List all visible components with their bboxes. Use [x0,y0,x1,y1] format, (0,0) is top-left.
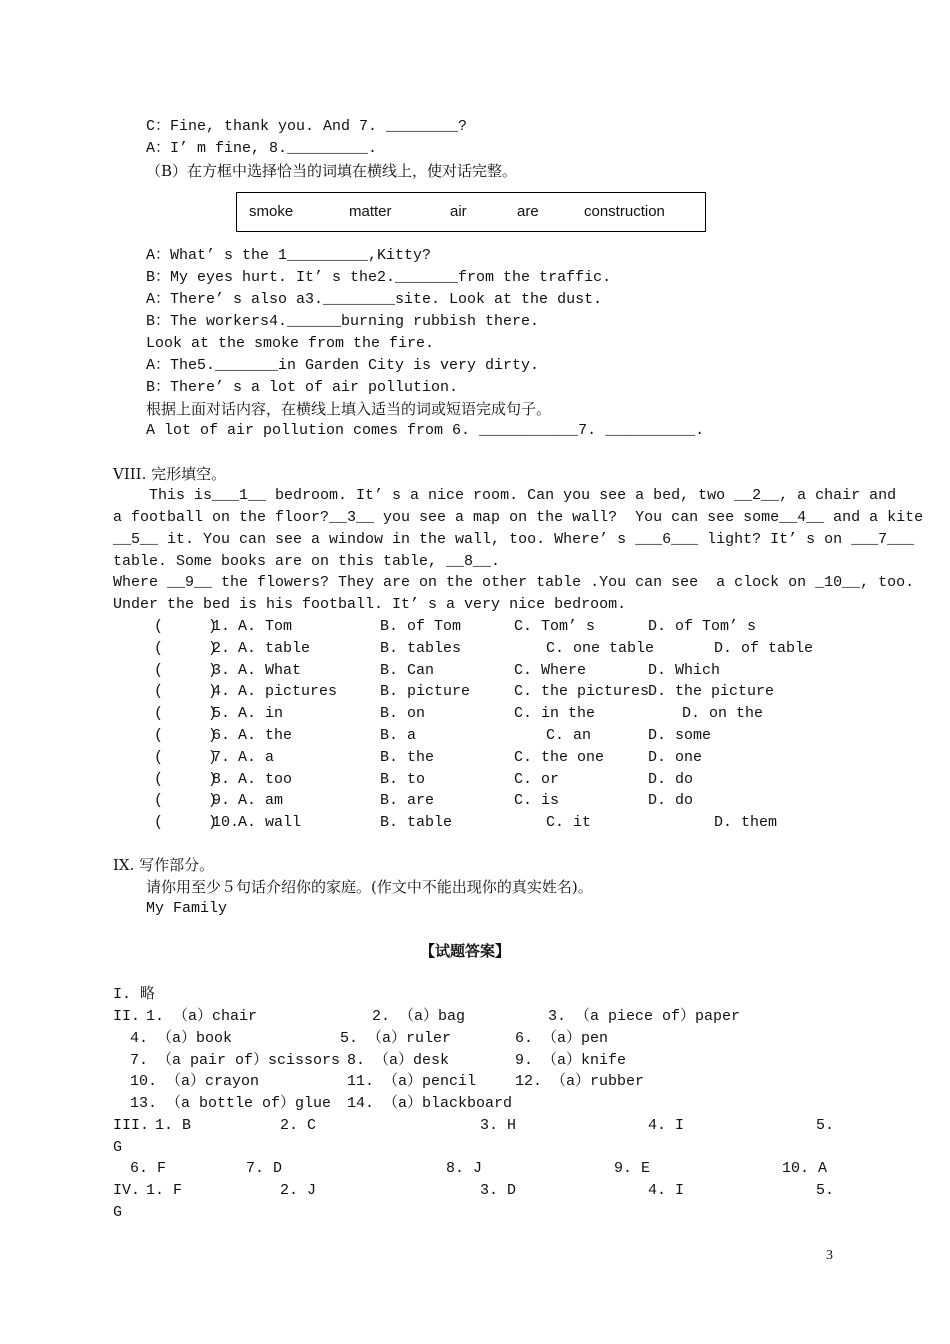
dialogue-line: B：There’ s a lot of air pollution. [146,379,459,396]
option-c: C. Tom’ s [514,618,596,635]
option-a: A. too [238,770,293,788]
answer-label: II. [113,1008,141,1025]
option-c: C. or [514,770,560,788]
answer-item: 3. H [480,1117,517,1134]
option-d: D. of Tom’ s [648,618,757,635]
answer-blank[interactable]: ( ) [154,683,218,701]
option-a: A. am [238,792,284,810]
answer-label: III. [113,1117,150,1134]
question-number: 4. [212,683,231,701]
option-a: A. What [238,661,302,679]
answer-item: 8. J [446,1160,483,1177]
option-a: A. wall [238,814,302,832]
option-d: D. Which [648,661,721,679]
answer-item: 2. （a）bag [372,1008,466,1025]
option-d: D. of table [714,639,814,657]
question-number: 1. [212,618,231,635]
answer-item: 4. （a）book [130,1030,233,1047]
writing-title: My Family [146,900,228,917]
option-c: C. the pictures [514,683,650,701]
question-number: 6. [212,727,231,744]
section-heading: VIII. 完形填空。 [113,465,227,483]
question-number: 10. [212,814,240,832]
answer-blank[interactable]: ( ) [154,661,218,679]
option-d: D. some [648,727,712,744]
option-a: A. a [238,748,275,766]
question-number: 5. [212,705,231,723]
answer-item: 1. （a）chair [146,1008,258,1025]
dialogue-line: B：My eyes hurt. It’ s the2._______from the traffic. [146,269,612,286]
answer-item: 6. F [130,1160,167,1177]
word-box-item: smoke [249,203,294,220]
answer-item: 5. [816,1182,835,1199]
option-a: A. the [238,727,293,744]
option-b: B. to [380,770,426,788]
option-a: A. Tom [238,618,293,635]
option-d: D. on the [682,705,764,723]
answer-blank[interactable]: ( ) [154,618,218,635]
option-d: D. do [648,792,694,810]
dialogue-line: A：I’ m fine, 8._________. [146,140,378,157]
answer-item: 3. （a piece of）paper [548,1008,741,1025]
word-box-item: air [450,203,467,220]
option-c: C. Where [514,661,587,679]
dialogue-line: A：There’ s also a3.________site. Look at the dust. [146,291,603,308]
word-box-item: are [517,203,539,220]
answers-heading: 【试题答案】 [420,942,511,960]
answer-blank[interactable]: ( ) [154,727,218,744]
answer-line: I. 略 [113,986,156,1003]
section-heading: IX. 写作部分。 [113,856,215,874]
answer-item: 8. （a）desk [347,1052,450,1069]
dialogue-line: C：Fine, thank you. And 7. ________? [146,118,468,135]
writing-instruction: 请你用至少５句话介绍你的家庭。(作文中不能出现你的真实姓名)。 [146,878,593,896]
answer-item: 7. D [246,1160,283,1177]
answer-item: G [113,1204,123,1221]
option-b: B. picture [380,683,471,701]
answer-item: 12. （a）rubber [515,1073,645,1090]
word-box-item: matter [349,203,392,220]
answer-item: 4. I [648,1182,685,1199]
answer-item: 11. （a）pencil [347,1073,477,1090]
option-b: B. a [380,727,417,744]
section-b-instruction: （B）在方框中选择恰当的词填在横线上，使对话完整。 [146,162,518,180]
answer-item: 3. D [480,1182,517,1199]
answer-item: 1. F [146,1182,183,1199]
passage-line: a football on the floor?__3__ you see a map on the wall? You can see some__4__ and a kite [113,509,924,526]
dialogue-line: A：The5._______in Garden City is very dirty. [146,357,540,374]
answer-item: G [113,1139,123,1156]
summary-instruction: 根据上面对话内容，在横线上填入适当的词或短语完成句子。 [146,400,552,418]
option-b: B. are [380,792,435,810]
answer-item: 13. （a bottle of）glue [130,1095,332,1112]
option-d: D. the picture [648,683,775,701]
question-number: 9. [212,792,231,810]
option-a: A. pictures [238,683,338,701]
question-number: 3. [212,661,231,679]
option-a: A. table [238,639,311,657]
answer-label: IV. [113,1182,141,1199]
option-c: C. the one [514,748,605,766]
answer-item: 9. （a）knife [515,1052,627,1069]
answer-item: 2. J [280,1182,317,1199]
passage-line: Under the bed is his football. It’ s a very nice bedroom. [113,596,627,613]
answer-item: 1. B [155,1117,192,1134]
answer-item: 4. I [648,1117,685,1134]
question-number: 8. [212,770,231,788]
answer-item: 10. （a）crayon [130,1073,260,1090]
answer-item: 9. E [614,1160,651,1177]
question-number: 7. [212,748,231,766]
option-c: C. an [546,727,592,744]
word-box-item: construction [584,203,665,220]
option-b: B. the [380,748,435,766]
option-b: B. on [380,705,426,723]
answer-item: 6. （a）pen [515,1030,609,1047]
page-number: 3 [826,1248,833,1263]
option-c: C. it [546,814,592,832]
answer-item: 5. （a）ruler [340,1030,452,1047]
summary-sentence: A lot of air pollution comes from 6. ___________7. __________. [146,422,705,439]
answer-item: 14. （a）blackboard [347,1095,513,1112]
option-b: B. Can [380,661,435,679]
option-a: A. in [238,705,284,723]
option-d: D. them [714,814,778,832]
option-d: D. do [648,770,694,788]
word-box [236,192,706,232]
answer-blank[interactable]: ( ) [154,705,218,723]
option-c: C. one table [546,639,655,657]
answer-item: 5. [816,1117,835,1134]
passage-line: __5__ it. You can see a window in the wall, too. Where’ s ___6___ light? It’ s on ___7___ [113,531,915,548]
answer-blank[interactable]: ( ) [154,792,218,810]
answer-item: 10. A [782,1160,828,1177]
answer-item: 2. C [280,1117,317,1134]
option-d: D. one [648,748,703,766]
dialogue-line: A：What’ s the 1_________,Kitty? [146,247,432,264]
answer-blank[interactable]: ( ) [154,814,218,832]
passage-line: table. Some books are on this table, __8__. [113,553,501,570]
option-b: B. table [380,814,453,832]
option-c: C. is [514,792,560,810]
answer-blank[interactable]: ( ) [154,748,218,766]
dialogue-line: Look at the smoke from the fire. [146,335,435,352]
passage-line: This is___1__ bedroom. It’ s a nice room. Can you see a bed, two __2__, a chair and [113,487,897,504]
answer-blank[interactable]: ( ) [154,770,218,788]
answer-blank[interactable]: ( ) [154,639,218,657]
question-number: 2. [212,639,231,657]
option-c: C. in the [514,705,596,723]
option-b: B. tables [380,639,462,657]
option-b: B. of Tom [380,618,462,635]
passage-line: Where __9__ the flowers? They are on the other table .You can see a clock on _10__, too. [113,574,915,591]
answer-item: 7. （a pair of）scissors [130,1052,341,1069]
dialogue-line: B：The workers4.______burning rubbish there. [146,313,540,330]
